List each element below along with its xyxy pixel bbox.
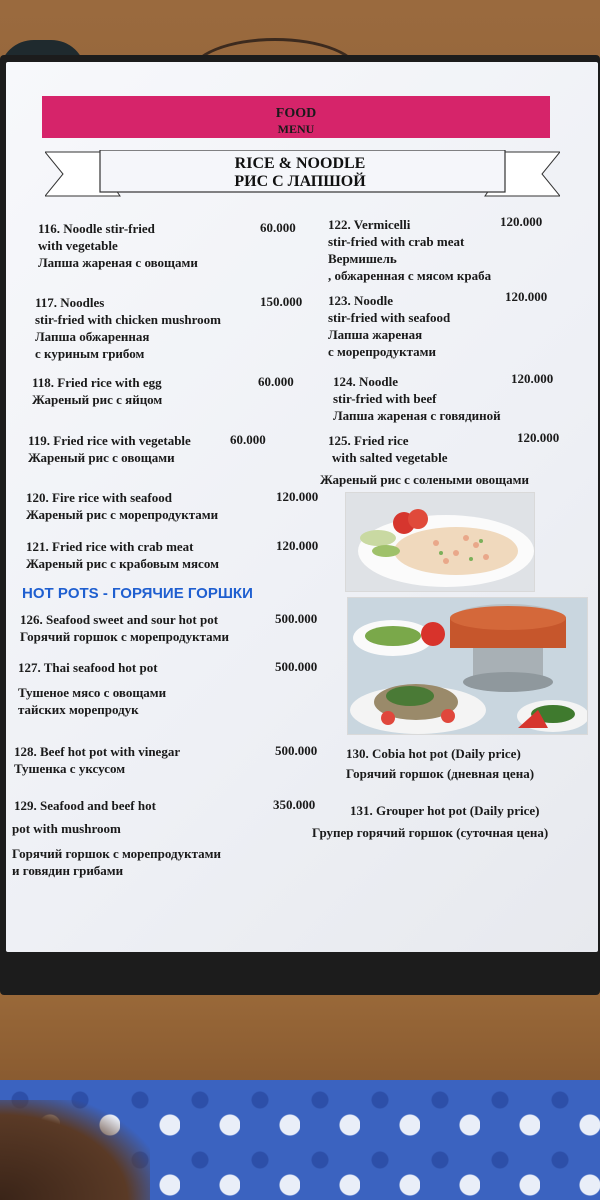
menu-item-128: 128. Beef hot pot with vinegar Тушенка с уксусом bbox=[14, 744, 181, 776]
section-title-rice-noodle bbox=[100, 155, 500, 191]
menu-item-121: 121. Fried rice with crab meat Жареный рис с крабовым мясом bbox=[26, 539, 219, 571]
menu-item-125: 125. Fried rice with salted vegetable Жареный рис с солеными овощами bbox=[320, 433, 529, 487]
price-129: 350.000 bbox=[273, 797, 316, 812]
menu-item-126: 126. Seafood sweet and sour hot pot Горячий горшок с морепродуктами bbox=[20, 612, 229, 644]
hot-pot-photo bbox=[347, 597, 588, 735]
price-122: 120.000 bbox=[500, 214, 543, 229]
menu-item-116: 116. Noodle stir-fried with vegetable Лапша жареная с овощами bbox=[38, 221, 198, 270]
price-118: 60.000 bbox=[258, 374, 294, 389]
menu-item-127: 127. Thai seafood hot pot Тушеное мясо с овощами тайских морепродук bbox=[18, 660, 167, 717]
price-128: 500.000 bbox=[275, 743, 318, 758]
section-title-en: RICE & NOODLE bbox=[234, 155, 366, 172]
price-124: 120.000 bbox=[511, 371, 554, 386]
menu-label: MENU bbox=[277, 122, 315, 136]
price-126: 500.000 bbox=[275, 611, 318, 626]
menu-item-124: 124. Noodle stir-fried with beef Лапша жареная с говядиной bbox=[333, 374, 501, 423]
menu-item-123: 123. Noodle stir-fried with seafood Лапша жареная с морепродуктами bbox=[328, 293, 451, 359]
shadow-corner bbox=[0, 1100, 150, 1200]
menu-item-117: 117. Noodles stir-fried with chicken mushroom Лапша обжаренная с куриным грибом bbox=[35, 295, 221, 361]
section-title-ru: РИС С ЛАПШОЙ bbox=[234, 173, 366, 190]
menu-item-122: 122. Vermicelli stir-fried with crab meat Вермишель , обжаренная с мясом краба bbox=[328, 217, 492, 283]
section-title-hot-pots: HOT POTS - ГОРЯЧИЕ ГОРШКИ bbox=[22, 585, 253, 602]
menu-item-120: 120. Fire rice with seafood Жареный рис с морепродуктами bbox=[26, 490, 219, 522]
fried-rice-photo bbox=[345, 492, 535, 592]
price-125: 120.000 bbox=[517, 430, 560, 445]
menu-item-131: 131. Grouper hot pot (Daily price) Групер горячий горшок (суточная цена) bbox=[312, 803, 549, 840]
food-label: FOOD bbox=[275, 106, 317, 121]
price-123: 120.000 bbox=[505, 289, 548, 304]
price-121: 120.000 bbox=[276, 538, 319, 553]
menu-item-119: 119. Fried rice with vegetable Жареный рис с овощами bbox=[28, 433, 191, 465]
price-117: 150.000 bbox=[260, 294, 303, 309]
menu-item-130: 130. Cobia hot pot (Daily price) Горячий горшок (дневная цена) bbox=[346, 746, 535, 781]
price-116: 60.000 bbox=[260, 220, 296, 235]
price-127: 500.000 bbox=[275, 659, 318, 674]
food-menu-banner bbox=[42, 96, 550, 138]
menu-item-129: 129. Seafood and beef hot pot with mushroom Горячий горшок с морепродуктами и говядин грибами bbox=[12, 798, 221, 878]
menu-item-118: 118. Fried rice with egg Жареный рис с яйцом bbox=[32, 375, 163, 407]
price-120: 120.000 bbox=[276, 489, 319, 504]
table-edge bbox=[0, 985, 600, 1095]
price-119: 60.000 bbox=[230, 432, 266, 447]
